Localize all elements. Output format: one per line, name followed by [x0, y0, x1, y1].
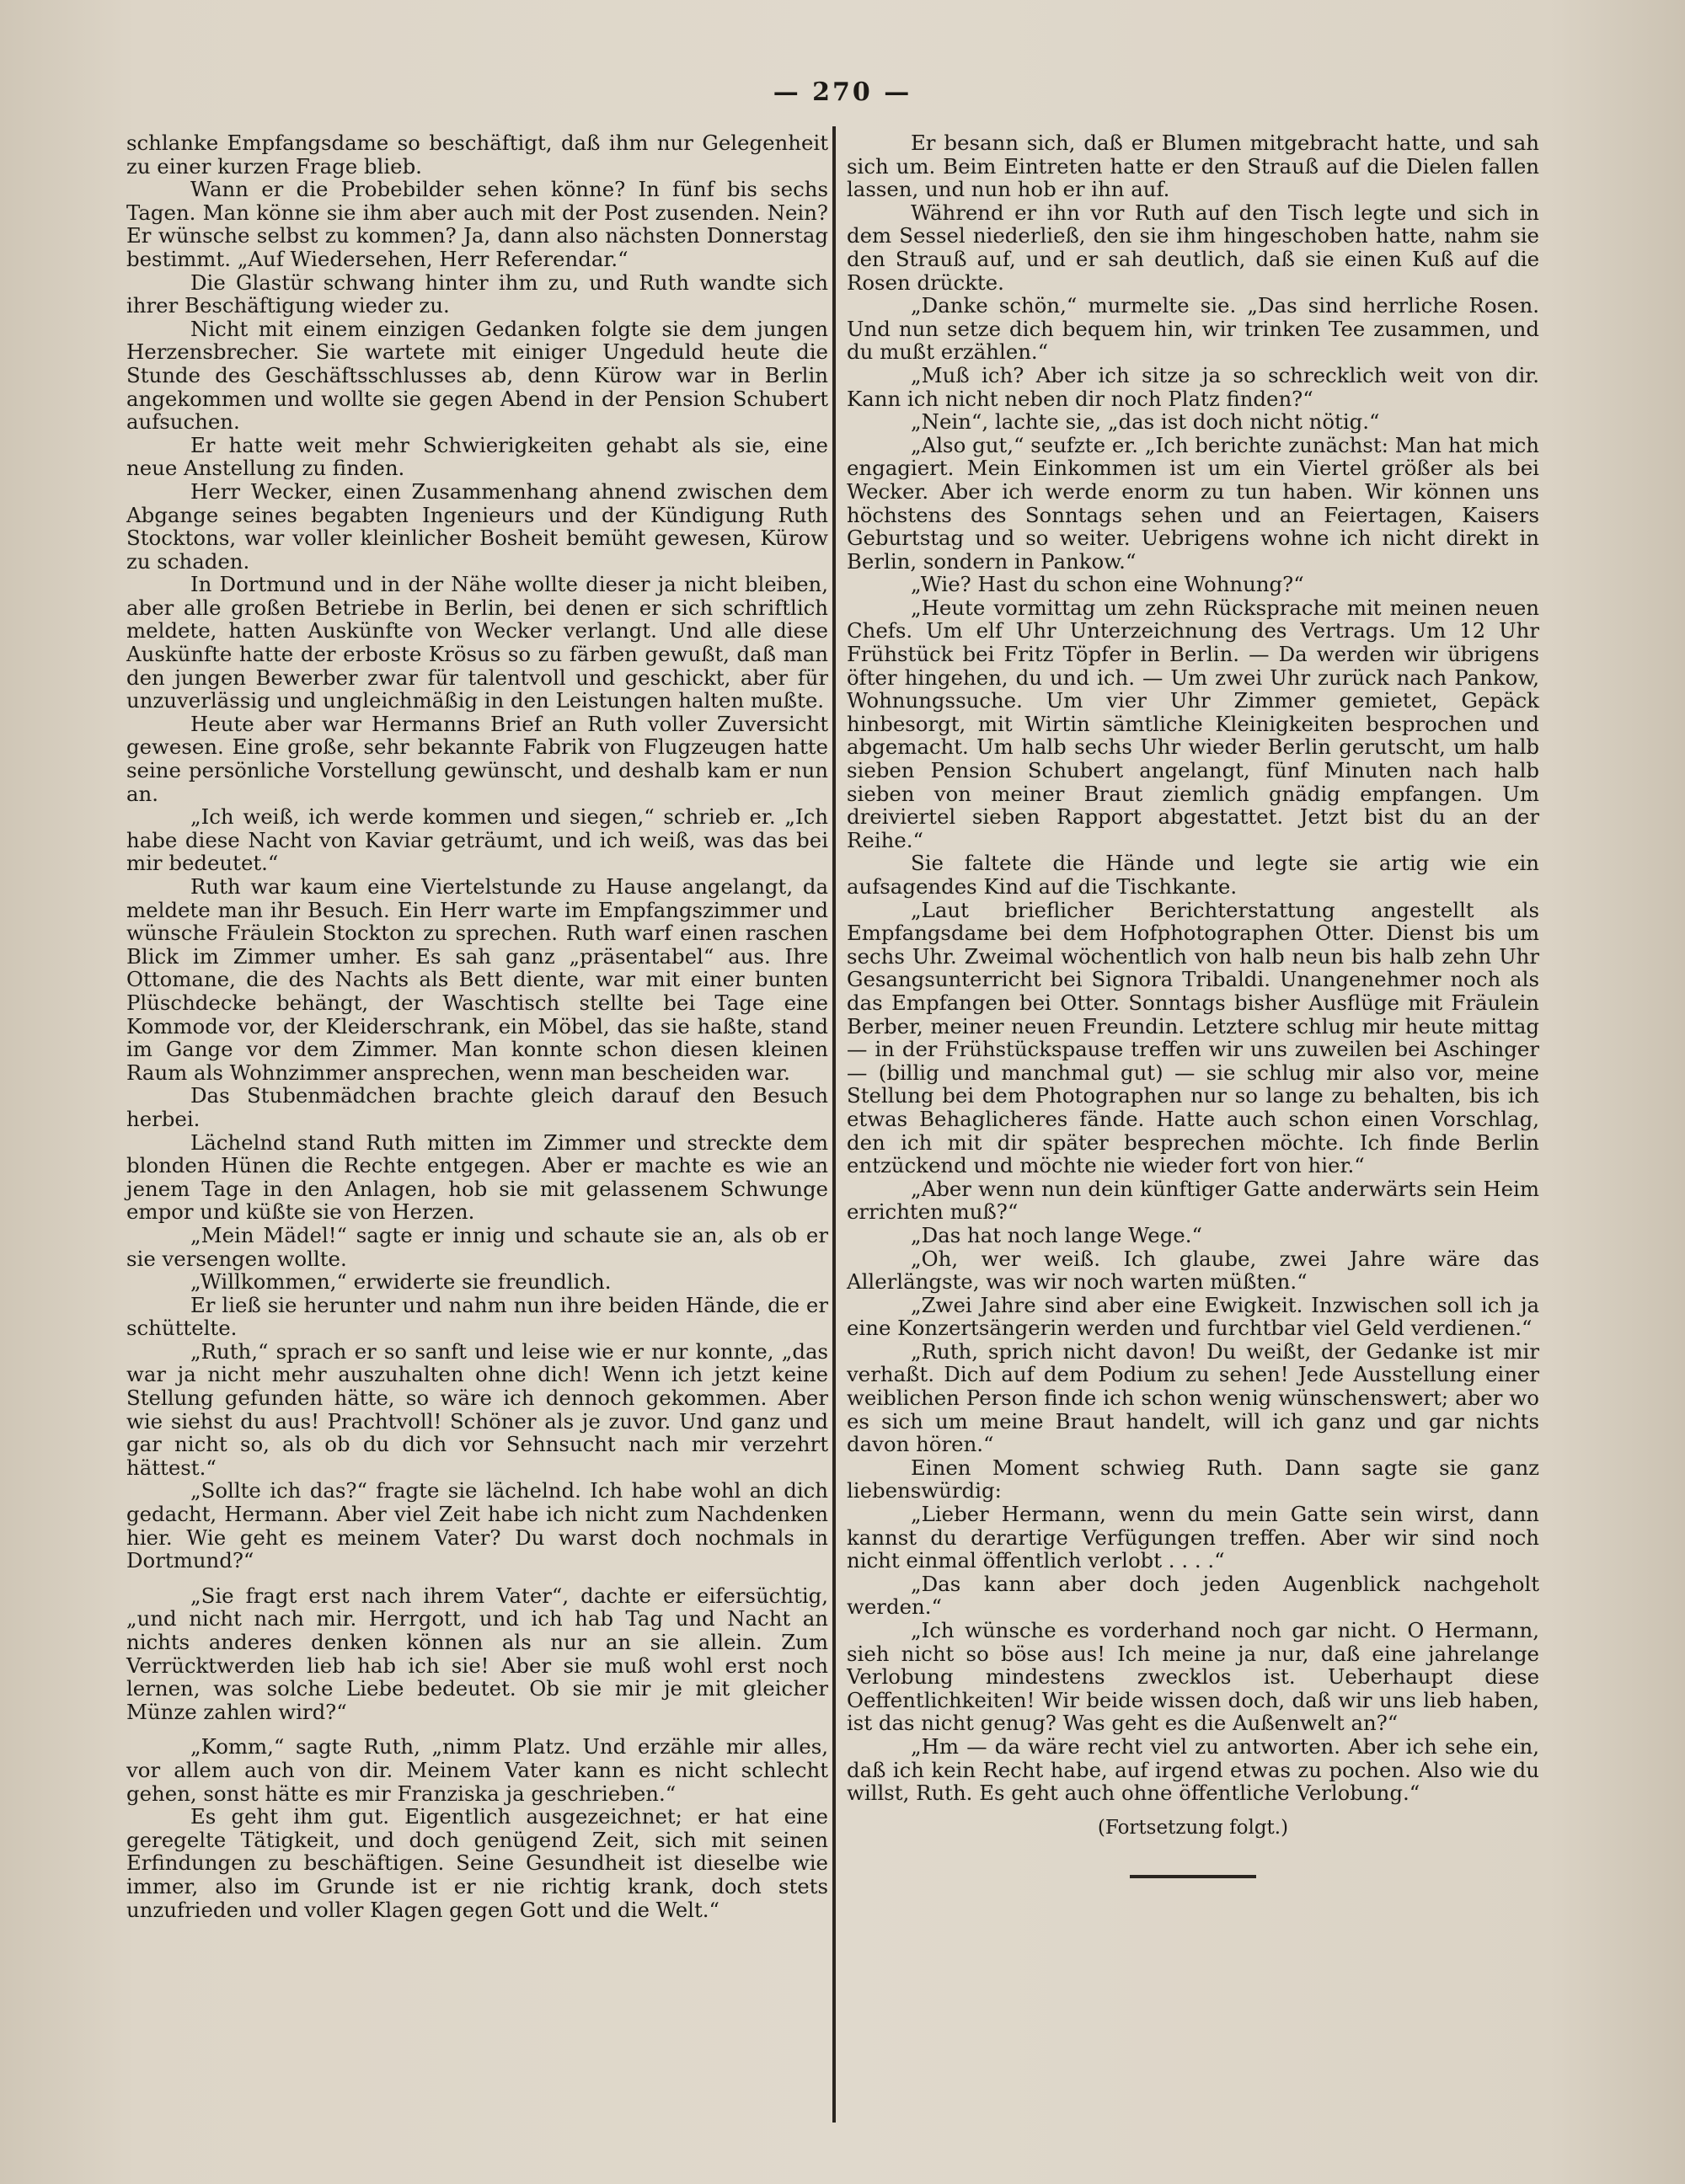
- right-paragraph-18: „Das kann aber doch jeden Augenblick nachgeholt werden.“: [847, 1571, 1539, 1620]
- right-paragraph-7: „Wie? Hast du schon eine Wohnung?“: [911, 572, 1304, 597]
- right-paragraph-20: „Hm — da wäre recht viel zu antworten. Aber ich sehe ein, daß ich kein Recht habe, auf irgend etwas zu pochen. Also wie du willst, Ruth. Es geht auch ohne öffentliche Verlobung.“: [847, 1733, 1539, 1806]
- right-paragraph-19: „Ich wünsche es vorderhand noch gar nicht. O Hermann, sieh nicht so böse aus! Ich meine ja nur, daß eine jahrelange Verlobung mindestens zwecklos ist. Ueberhaupt diese Oeffentlichkeiten! Wir beide wissen doch, daß wir uns lieb haben, ist das nicht genug? Was geht es die Außenwelt an?“: [847, 1618, 1539, 1736]
- column-divider: [832, 126, 836, 2123]
- left-paragraph-12: Lächelnd stand Ruth mitten im Zimmer und streckte dem blonden Hünen die Rechte entgegen. Aber er machte es wie an jenem Tage in den Anlagen, hob sie mit gelassenem Schwunge empor und küßte sie von Herzen.: [126, 1129, 828, 1225]
- right-paragraph-2: Während er ihn vor Ruth auf den Tisch legte und sich in dem Sessel niederließ, den sie ihm hingeschoben hatte, nahm sie den Strauß auf, und er sah deutlich, daß sie einen Kuß auf die Rosen drückte.: [847, 200, 1539, 295]
- left-paragraph-15: Er ließ sie herunter und nahm nun ihre beiden Hände, die er schüttelte.: [126, 1292, 828, 1341]
- right-paragraph-3: „Danke schön,“ murmelte sie. „Das sind herrliche Rosen. Und nun setze dich bequem hin, wir trinken Tee zusammen, und du mußt erzählen.“: [847, 293, 1539, 365]
- left-paragraph-8: Heute aber war Hermanns Brief an Ruth voller Zuversicht gewesen. Eine große, sehr bekannte Fabrik von Flugzeugen hatte seine persönliche Vorstellung gewünscht, und deshalb kam er nun an.: [126, 711, 828, 806]
- right-paragraph-13: „Oh, wer weiß. Ich glaube, zwei Jahre wäre das Allerlängste, was wir noch warten müßten.“: [847, 1246, 1539, 1295]
- left-paragraph-16: „Ruth,“ sprach er so sanft und leise wie er nur konnte, „das war ja nicht mehr auszuhalten ohne dich! Wenn ich jetzt keine Stellung gefunden hätte, so wäre ich dennoch gekommen. Aber wie siehst du aus! Prachtvoll! Schöner als je zuvor. Und ganz und gar nicht so, als ob du dich vor Sehnsucht nach mir verzehrt hättest.“: [126, 1338, 828, 1480]
- left-paragraph-17: „Sollte ich das?“ fragte sie lächelnd. Ich habe wohl an dich gedacht, Hermann. Aber viel Zeit habe ich nicht zum Nachdenken hier. Wie geht es meinem Vater? Du warst doch nochmals in Dortmund?“: [126, 1478, 828, 1573]
- left-paragraph-18: „Sie fragt erst nach ihrem Vater“, dachte er eifersüchtig, „und nicht nach mir. Herrgott, und ich hab Tag und Nacht an nichts anderes denken können als nur an sie allein. Zum Verrücktwerden lieb hab ich sie! Aber sie muß wohl erst noch lernen, was solche Liebe bedeutet. Ob sie mir je mit gleicher Münze zahlen wird?“: [126, 1583, 828, 1724]
- left-paragraph-13: „Mein Mädel!“ sagte er innig und schaute sie an, als ob er sie versengen wollte.: [126, 1222, 828, 1271]
- left-paragraph-4: Nicht mit einem einzigen Gedanken folgte sie dem jungen Herzensbrecher. Sie wartete mit einiger Ungeduld heute die Stunde des Geschäftsschlusses ab, denn Kürow war in Berlin angekommen und wollte sie gegen Abend in der Pension Schubert aufsuchen.: [126, 316, 828, 435]
- right-paragraph-4: „Muß ich? Aber ich sitze ja so schrecklich weit von dir. Kann ich nicht neben dir noch Platz finden?“: [847, 362, 1539, 411]
- page-number: — 270 —: [773, 77, 912, 107]
- left-paragraph-5: Er hatte weit mehr Schwierigkeiten gehabt als sie, eine neue Anstellung zu finden.: [126, 432, 828, 481]
- left-paragraph-3: Die Glastür schwang hinter ihm zu, und Ruth wandte sich ihrer Beschäftigung wieder zu.: [126, 270, 828, 318]
- left-paragraph-20: Es geht ihm gut. Eigentlich ausgezeichnet; er hat eine geregelte Tätigkeit, und doch genügend Zeit, sich mit seinen Erfindungen zu beschäftigen. Seine Gesundheit ist dieselbe wie immer, also im Grunde ist er nie richtig krank, doch stets unzufrieden und voller Klagen gegen Gott und die Welt.“: [126, 1804, 828, 1922]
- right-paragraph-17: „Lieber Hermann, wenn du mein Gatte sein wirst, dann kannst du derartige Verfügungen treffen. Aber wir sind noch nicht einmal öffentlich verlobt . . . .“: [847, 1502, 1539, 1573]
- right-paragraph-6: „Also gut,“ seufzte er. „Ich berichte zunächst: Man hat mich engagiert. Mein Einkommen ist um ein Viertel größer als bei Wecker. Aber ich werde enorm zu tun haben. Wir können uns höchstens des Sonntags sehen und an Feiertagen, Kaisers Geburtstag und so weiter. Uebrigens wohne ich nicht direkt in Berlin, sondern in Pankow.“: [847, 432, 1539, 574]
- right-paragraph-8: „Heute vormittag um zehn Rücksprache mit meinen neuen Chefs. Um elf Uhr Unterzeichnung des Vertrags. Um 12 Uhr Frühstück bei Fritz Töpfer in Berlin. — Da werden wir übrigens öfter hingehen, du und ich. — Um zwei Uhr zurück nach Pankow, Wohnungssuche. Um vier Uhr Zimmer gemietet, Gepäck hinbesorgt, mit Wirtin sämtliche Kleinigkeiten besprochen und abgemacht. Um halb sechs Uhr wieder Berlin gerutscht, um halb sieben Pension Schubert angelangt, fünf Minuten nach halb sieben von meiner Braut ziemlich gnädig empfangen. Um dreiviertel sieben Rapport abgestattet. Jetzt bist du an der Reihe.“: [847, 595, 1539, 852]
- left-paragraph-14: „Willkommen,“ erwiderte sie freundlich.: [190, 1269, 612, 1295]
- continuation-note: (Fortsetzung folgt.): [1097, 1816, 1289, 1839]
- left-paragraph-10: Ruth war kaum eine Viertelstunde zu Hause angelangt, da meldete man ihr Besuch. Ein Herr warte im Empfangszimmer und wünsche Fräulein Stockton zu sprechen. Ruth warf einen raschen Blick im Zimmer umher. Es sah ganz „präsentabel“ aus. Ihre Ottomane, die des Nachts als Bett diente, war mit einer bunten Plüschdecke behängt, der Waschtisch stellte bei Tage eine Kommode vor, der Kleiderschrank, ein Möbel, das sie haßte, stand im Gange vor dem Zimmer. Man konnte schon diesen kleinen Raum als Wohnzimmer ansprechen, wenn man bescheiden war.: [126, 874, 828, 1085]
- right-paragraph-9: Sie faltete die Hände und legte sie artig wie ein aufsagendes Kind auf die Tischkante.: [847, 851, 1539, 899]
- right-paragraph-15: „Ruth, sprich nicht davon! Du weißt, der Gedanke ist mir verhaßt. Dich auf dem Podium zu sehen! Jede Ausstellung einer weiblichen Person finde ich schon wenig wünschenswert; aber wo es sich um meine Braut handelt, will ich ganz und gar nichts davon hören.“: [847, 1338, 1539, 1457]
- right-paragraph-1: Er besann sich, daß er Blumen mitgebracht hatte, und sah sich um. Beim Eintreten hatte er den Strauß auf die Dielen fallen lassen, und nun hob er ihn auf.: [847, 131, 1539, 202]
- right-paragraph-5: „Nein“, lachte sie, „das ist doch nicht nötig.“: [911, 409, 1380, 435]
- left-paragraph-2: Wann er die Probebilder sehen könne? In fünf bis sechs Tagen. Man könne sie ihm aber auch mit der Post zusenden. Nein? Er wünsche selbst zu kommen? Ja, dann also nächsten Donnerstag bestimmt. „Auf Wiedersehen, Herr Referendar.“: [126, 177, 828, 271]
- right-paragraph-11: „Aber wenn nun dein künftiger Gatte anderwärts sein Heim errichten muß?“: [847, 1176, 1539, 1225]
- left-column: [126, 131, 828, 1921]
- left-paragraph-11: Das Stubenmädchen brachte gleich darauf den Besuch herbei.: [126, 1083, 828, 1131]
- left-paragraph-1: schlanke Empfangsdame so beschäftigt, daß ihm nur Gelegenheit zu einer kurzen Frage blieb.: [126, 131, 828, 179]
- right-paragraph-14: „Zwei Jahre sind aber eine Ewigkeit. Inzwischen soll ich ja eine Konzertsängerin werden und furchtbar viel Geld verdienen.“: [847, 1292, 1539, 1341]
- end-rule: [1130, 1875, 1256, 1878]
- left-paragraph-19: „Komm,“ sagte Ruth, „nimm Platz. Und erzähle mir alles, vor allem auch von dir. Meinem Vater kann es nicht schlecht gehen, sonst hätte es mir Franziska ja geschrieben.“: [126, 1734, 828, 1806]
- right-column: [847, 131, 1539, 1878]
- left-paragraph-9: „Ich weiß, ich werde kommen und siegen,“ schrieb er. „Ich habe diese Nacht von Kaviar geträumt, und ich weiß, was das bei mir bedeutet.“: [126, 804, 828, 876]
- right-paragraph-12: „Das hat noch lange Wege.“: [911, 1222, 1202, 1247]
- left-paragraph-6: Herr Wecker, einen Zusammenhang ahnend zwischen dem Abgange seines begabten Ingenieurs und der Kündigung Ruth Stocktons, war voller kleinlicher Bosheit bemüht gewesen, Kürow zu schaden.: [126, 478, 828, 574]
- left-paragraph-7: In Dortmund und in der Nähe wollte dieser ja nicht bleiben, aber alle großen Betriebe in Berlin, bei denen er sich schriftlich meldete, hatten Auskünfte von Wecker verlangt. Und alle diese Auskünfte hatte der erboste Krösus so zu färben gewußt, daß man den jungen Bewerber zwar für talentvoll und geschickt, aber für unzuverlässig und ungleichmäßig in den Leistungen halten mußte.: [126, 572, 828, 713]
- right-paragraph-16: Einen Moment schwieg Ruth. Dann sagte sie ganz liebenswürdig:: [847, 1455, 1539, 1503]
- right-paragraph-10: „Laut brieflicher Berichterstattung angestellt als Empfangsdame bei dem Hofphotographen Otter. Dienst bis um sechs Uhr. Zweimal wöchentlich von halb neun bis halb zehn Uhr Gesangsunterricht bei Signora Tribaldi. Unangenehmer noch als das Empfangen bei Otter. Sonntags bisher Ausflüge mit Fräulein Berber, meiner neuen Freundin. Letztere schlug mir heute mittag — in der Frühstückspause treffen wir uns zuweilen bei Aschinger — (billig und manchmal gut) — sie schlug mir also vor, meine Stellung bei dem Photographen nur so lange zu behalten, bis ich etwas Behaglicheres fände. Hatte auch schon einen Vorschlag, den ich mit dir später besprechen möchte. Ich finde Berlin entzückend und möchte nie wieder fort von hier.“: [847, 897, 1539, 1178]
